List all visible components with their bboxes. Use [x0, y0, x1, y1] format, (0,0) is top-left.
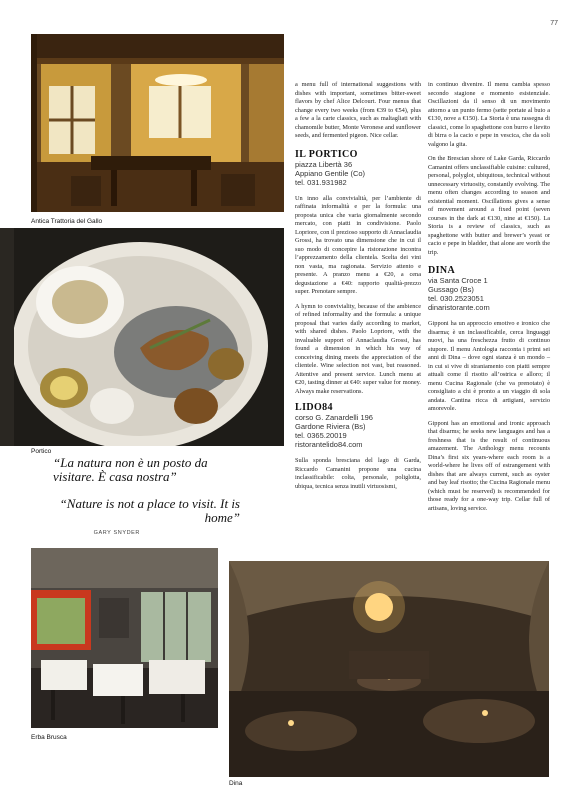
- portico-italian-paragraph: Un inno alla convivialità, per l’ambiente di raffinata informalità e per la formula: una proposta unica che varia giornalmente secondo mercato, con piatti in condivisione. Paolo Lopriore, con il prezioso supporto di Annaclaudia Grossi, ha trovato una dimensione che in cui il suo modo di concepire la ristorazione incontra l’apprezzamento della clientela. Scelta dei vini non vasta, ma ragionata. Servizio attento e presente. A pranzo menu a €20, a cena degustazione a €40: rapporto qualità-prezzo super. Prenotare sempre.: [295, 194, 421, 295]
- intro-paragraph: a menu full of international suggestions with dishes with important, sometimes bitter-sweet flavors by chef Alice Delcourt. Four menus that change every two weeks (from €39 to €54), plus a few a la carte classics, such as maltagliati with chamomile butter, Monte Veronese and sunflower seeds, and fermented pigeon. Nice cellar.: [295, 81, 421, 139]
- venue-phone: tel. 031.931982: [295, 177, 347, 187]
- photo-portico: [0, 228, 284, 446]
- column-1: [295, 81, 421, 491]
- portico-english-paragraph: A hymn to conviviality, because of the ambience of refined informality and the formula: a unique proposal that varies daily according to market, with shared dishes. Paolo Lopriore, with the invaluable support of Annaclaudia Grossi, has found a dimension in which his way of conceiving dining meets the appreciation of the clientele. Wine selection not vast, but reasoned. Attentive and present service. Lunch menu at €20, tasting dinner at €40: super value for money. Always make reservations.: [295, 302, 421, 395]
- venue-address-line2: Appiano Gentile (Co): [295, 168, 366, 178]
- photo-erba-brusca: [31, 548, 218, 728]
- photo-dina: [229, 561, 549, 777]
- column-2: [428, 81, 550, 513]
- venue-address-line2: Gussago (Bs): [428, 285, 474, 294]
- venue-phone: tel. 0365.20019: [295, 431, 347, 440]
- venue-lido84: [295, 402, 421, 449]
- quote-italian: “La natura non è un posto da visitare. È casa nostra”: [53, 455, 208, 484]
- quote-english: “Nature is not a place to visit. It is home”: [59, 496, 240, 525]
- caption-dina: Dina: [229, 780, 243, 787]
- dina-english-paragraph: Gipponi has an emotional and ironic approach that disarms; he seeks new languages and has a freshness that is the result of continuous amazement. The Anthology menu recounts Dina’s first six years-where each room is a world-where he lives off of estrangement with dishes that are always current, such as oyster and bay leaf risotto; the Cucina Ragionale menu (which must be reserved) is recommended for those ready for a one-way trip. Cellar full of artisans, loving service.: [428, 419, 550, 512]
- page-number: 77: [550, 20, 558, 27]
- lido-italian-paragraph-start: Sulla sponda bresciana del lago di Garda, Riccardo Camanini propone una cucina inclassificabile: colta, personale, poliglotta, ubiqua, tecnica senza inutili virtuosismi,: [295, 457, 421, 490]
- caption-trattoria: Antica Trattoria del Gallo: [31, 218, 103, 225]
- venue-il-portico: [295, 149, 421, 187]
- dina-italian-paragraph: Gipponi ha un approccio emotivo e ironico che disarma; è un inclassificabile, cerca linguaggi nuovi, ha una freschezza frutto di continuo stupore. Il menu Antologia racconta i primi sei anni di Dina – dove ogni stanza è un mondo – in cui si vive di straniamento con piatti sempre attuali come il risotto all’ostrica e alloro; il menu Cucina Ragionale (che va prenotato) è consigliato a chi è pronto a un viaggio di sola andata. Cantina ricca di artigiani, servizio amorevole.: [428, 320, 550, 412]
- lido-italian-paragraph-cont: in continuo divenire. Il menu cambia spesso secondo stagione e momento esistenziale. Oscillazioni da il senso di un movimento attorno a un punto fermo (sette portate al buio a €130, nove a €150). La Storia è una rassegna di classici, come lo spaghettone con burro e lievito di birra o la cacio e pepe in vescica, che da soli valgono la gita.: [428, 81, 550, 148]
- venue-name: LIDO84: [295, 402, 333, 413]
- lido-english-paragraph: On the Brescian shore of Lake Garda, Riccardo Camanini offers unclassifiable cuisine: cultured, personal, polyglot, ubiquitous, technical without unnecessary virtuosity, constantly evolving. The menu often changes according to season and existential moment. Oscillations gives a sense of movement around a fixed point (seven courses in the dark at €130, nine at €150). La Storia is a review of classics, such as spaghettone with butter and brewer’s yeast or cacio e pepe in bladder, that alone are worth the trip.: [428, 155, 550, 256]
- caption-erba-brusca: Erba Brusca: [31, 734, 67, 741]
- venue-address-line1: piazza Libertà 36: [295, 159, 353, 169]
- venue-phone: tel. 030.2523051: [428, 294, 484, 303]
- caption-portico: Portico: [31, 448, 52, 455]
- venue-name: IL PORTICO: [295, 148, 358, 160]
- venue-website: dinaristorante.com: [428, 303, 490, 312]
- venue-address-line1: via Santa Croce 1: [428, 276, 488, 285]
- venue-website: ristorantelido84.com: [295, 440, 363, 449]
- venue-name: DINA: [428, 265, 456, 276]
- venue-address-line2: Gardone Riviera (Bs): [295, 422, 366, 431]
- photo-trattoria: [31, 34, 284, 212]
- venue-dina: [428, 265, 550, 312]
- quote-author: GARY SNYDER: [93, 530, 140, 536]
- venue-address-line1: corso G. Zanardelli 196: [295, 413, 373, 422]
